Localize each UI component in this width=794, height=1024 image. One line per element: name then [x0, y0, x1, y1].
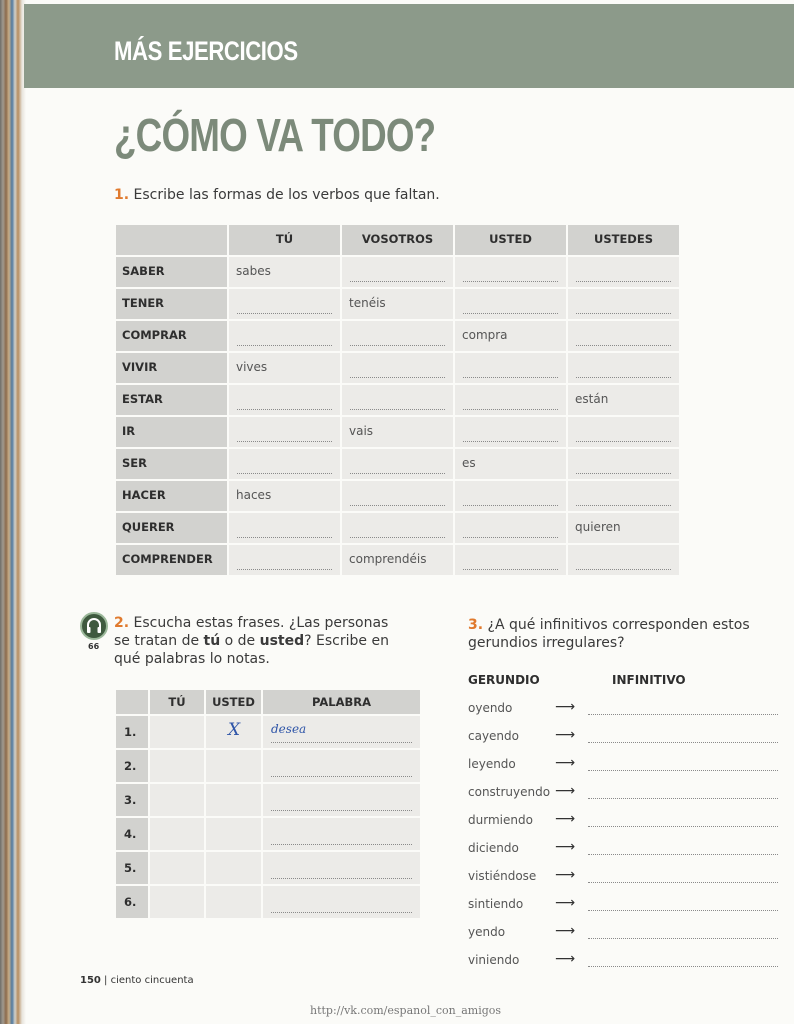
dotted-answer-line	[463, 505, 558, 506]
given-form	[568, 385, 679, 415]
arrow-right-icon: ⟶	[555, 951, 576, 967]
infinitive-answer-line[interactable]	[588, 797, 778, 799]
column-header: USTEDES	[568, 225, 679, 255]
verb-label: COMPRAR	[116, 321, 227, 351]
gerund-text: durmiendo	[468, 813, 533, 827]
tu-checkbox-cell[interactable]	[150, 818, 204, 850]
answer-blank[interactable]	[568, 545, 679, 575]
table-corner-cell	[116, 690, 148, 714]
given-form	[342, 417, 453, 447]
dotted-answer-line	[576, 473, 671, 474]
answer-blank[interactable]	[568, 321, 679, 351]
verb-label: ESTAR	[116, 385, 227, 415]
answer-blank[interactable]	[455, 353, 566, 383]
answer-blank[interactable]	[455, 257, 566, 287]
usted-checkbox-cell[interactable]	[206, 750, 261, 782]
infinitive-answer-line[interactable]	[588, 965, 778, 967]
answer-blank[interactable]	[229, 449, 340, 479]
watermark: http://vk.com/espanol_con_amigos	[310, 1004, 502, 1017]
gerund-text: yendo	[468, 925, 506, 939]
dotted-answer-line	[271, 776, 412, 777]
dotted-answer-line	[576, 505, 671, 506]
usted-checkbox-cell[interactable]	[206, 716, 261, 748]
tu-checkbox-cell[interactable]	[150, 784, 204, 816]
given-form	[455, 321, 566, 351]
dotted-answer-line	[463, 569, 558, 570]
row-number: 1.	[116, 716, 148, 748]
audio-track-number: 66	[88, 642, 100, 651]
exercise2-instruction-part3: ? Escribe en qué palabras lo notas.	[114, 633, 389, 667]
answer-blank[interactable]	[568, 481, 679, 511]
infinitive-answer-line[interactable]	[588, 881, 778, 883]
answer-blank[interactable]	[229, 545, 340, 575]
arrow-right-icon: ⟶	[555, 923, 576, 939]
palabra-answer-cell[interactable]	[263, 818, 420, 850]
given-form	[455, 449, 566, 479]
gerund-text: oyendo	[468, 701, 513, 715]
dotted-answer-line	[463, 377, 558, 378]
dotted-answer-line	[576, 345, 671, 346]
dotted-answer-line	[350, 537, 445, 538]
answer-blank[interactable]	[568, 289, 679, 319]
given-form	[229, 353, 340, 383]
answer-blank[interactable]	[568, 353, 679, 383]
arrow-right-icon: ⟶	[555, 783, 576, 799]
palabra-answer-cell[interactable]	[263, 716, 420, 748]
gerund-text: diciendo	[468, 841, 519, 855]
infinitive-answer-line[interactable]	[588, 713, 778, 715]
exercise2-instruction-usted: usted	[259, 633, 305, 649]
answer-blank[interactable]	[455, 513, 566, 543]
exercise3-instruction	[468, 616, 768, 652]
dotted-answer-line	[350, 473, 445, 474]
exercise2-instruction-part1: Escucha estas frases. ¿Las personas se tratan de	[114, 615, 389, 649]
verb-label: VIVIR	[116, 353, 227, 383]
gerundio-column-label: GERUNDIO	[468, 673, 540, 687]
infinitive-answer-line[interactable]	[588, 909, 778, 911]
dotted-answer-line	[271, 844, 412, 845]
dotted-answer-line	[576, 569, 671, 570]
tu-checkbox-cell[interactable]	[150, 852, 204, 884]
dotted-answer-line	[576, 441, 671, 442]
answer-blank[interactable]	[342, 257, 453, 287]
verb-label: HACER	[116, 481, 227, 511]
tu-checkbox-cell[interactable]	[150, 750, 204, 782]
tu-checkbox-cell[interactable]	[150, 886, 204, 918]
arrow-right-icon: ⟶	[555, 811, 576, 827]
given-form-text: comprendéis	[349, 552, 427, 566]
page-number-words: ciento cincuenta	[110, 975, 194, 986]
dotted-answer-line	[350, 377, 445, 378]
given-form-text: compra	[462, 328, 508, 342]
answer-blank[interactable]	[342, 513, 453, 543]
given-form-text: quieren	[575, 520, 621, 534]
exercise2-instruction	[114, 614, 404, 668]
tu-checkbox-cell[interactable]	[150, 716, 204, 748]
answer-blank[interactable]	[568, 449, 679, 479]
answer-blank[interactable]	[342, 449, 453, 479]
answer-blank[interactable]	[229, 417, 340, 447]
arrow-right-icon: ⟶	[555, 727, 576, 743]
column-header: VOSOTROS	[342, 225, 453, 255]
column-header: USTED	[455, 225, 566, 255]
verb-label: COMPRENDER	[116, 545, 227, 575]
column-header: TÚ	[150, 690, 204, 714]
exercise2-instruction-tu: tú	[203, 633, 221, 649]
infinitive-answer-line[interactable]	[588, 769, 778, 771]
given-form	[229, 481, 340, 511]
page-number: 150	[80, 975, 101, 986]
gerund-text: viniendo	[468, 953, 520, 967]
row-number: 5.	[116, 852, 148, 884]
dotted-answer-line	[271, 912, 412, 913]
usted-checkbox-cell[interactable]	[206, 852, 261, 884]
given-form-text: haces	[236, 488, 272, 502]
infinitive-answer-line[interactable]	[588, 741, 778, 743]
palabra-answer-cell[interactable]	[263, 784, 420, 816]
headphones-icon	[80, 612, 108, 640]
handwritten-answer: desea	[271, 722, 307, 736]
dotted-answer-line	[237, 537, 332, 538]
gerund-text: cayendo	[468, 729, 519, 743]
dotted-answer-line	[463, 409, 558, 410]
dotted-answer-line	[271, 810, 412, 811]
dotted-answer-line	[237, 569, 332, 570]
infinitive-answer-line[interactable]	[588, 937, 778, 939]
table-corner-cell	[116, 225, 227, 255]
page-footer	[80, 975, 194, 986]
dotted-answer-line	[237, 441, 332, 442]
answer-blank[interactable]	[455, 289, 566, 319]
dotted-answer-line	[237, 313, 332, 314]
answer-blank[interactable]	[342, 481, 453, 511]
dotted-answer-line	[237, 345, 332, 346]
dotted-answer-line	[271, 742, 412, 743]
exercise3-number: 3.	[468, 617, 484, 633]
dotted-answer-line	[350, 345, 445, 346]
verb-label: QUERER	[116, 513, 227, 543]
dotted-answer-line	[463, 537, 558, 538]
dotted-answer-line	[350, 281, 445, 282]
dotted-answer-line	[463, 313, 558, 314]
column-header: USTED	[206, 690, 261, 714]
column-header: PALABRA	[263, 690, 420, 714]
dotted-answer-line	[463, 281, 558, 282]
palabra-answer-cell[interactable]	[263, 852, 420, 884]
handwritten-mark: X	[228, 720, 241, 740]
dotted-answer-line	[237, 473, 332, 474]
given-form	[229, 257, 340, 287]
gerund-text: vistiéndose	[468, 869, 537, 883]
answer-blank[interactable]	[342, 321, 453, 351]
infinitive-answer-line[interactable]	[588, 853, 778, 855]
palabra-answer-cell[interactable]	[263, 886, 420, 918]
answer-blank[interactable]	[455, 481, 566, 511]
verb-label: SER	[116, 449, 227, 479]
gerund-text: leyendo	[468, 757, 516, 771]
answer-blank[interactable]	[568, 417, 679, 447]
arrow-right-icon: ⟶	[555, 867, 576, 883]
given-form	[568, 513, 679, 543]
answer-blank[interactable]	[229, 513, 340, 543]
answer-blank[interactable]	[455, 385, 566, 415]
infinitive-answer-line[interactable]	[588, 825, 778, 827]
page-title: ¿CÓMO VA TODO?	[114, 109, 436, 161]
dotted-answer-line	[576, 377, 671, 378]
usted-checkbox-cell[interactable]	[206, 784, 261, 816]
exercise1-instruction-text: Escribe las formas de los verbos que faltan.	[133, 187, 440, 203]
verb-label: SABER	[116, 257, 227, 287]
verb-label: IR	[116, 417, 227, 447]
usted-checkbox-cell[interactable]	[206, 818, 261, 850]
dotted-answer-line	[576, 313, 671, 314]
row-number: 6.	[116, 886, 148, 918]
dotted-answer-line	[271, 878, 412, 879]
given-form-text: sabes	[236, 264, 271, 278]
given-form-text: tenéis	[349, 296, 386, 310]
verb-label: TENER	[116, 289, 227, 319]
row-number: 3.	[116, 784, 148, 816]
arrow-right-icon: ⟶	[555, 895, 576, 911]
gerund-text: construyendo	[468, 785, 551, 799]
answer-blank[interactable]	[229, 289, 340, 319]
row-number: 2.	[116, 750, 148, 782]
exercise1-number: 1.	[114, 187, 130, 203]
answer-blank[interactable]	[229, 385, 340, 415]
exercise2-instruction-part2: o de	[220, 633, 260, 649]
dotted-answer-line	[463, 441, 558, 442]
answer-blank[interactable]	[568, 257, 679, 287]
arrow-right-icon: ⟶	[555, 755, 576, 771]
answer-blank[interactable]	[342, 385, 453, 415]
arrow-right-icon: ⟶	[555, 839, 576, 855]
given-form-text: vives	[236, 360, 268, 374]
section-title: MÁS EJERCICIOS	[114, 36, 298, 66]
given-form-text: es	[462, 456, 476, 470]
column-header: TÚ	[229, 225, 340, 255]
given-form-text: vais	[349, 424, 374, 438]
dotted-answer-line	[350, 505, 445, 506]
dotted-answer-line	[576, 281, 671, 282]
usted-checkbox-cell[interactable]	[206, 886, 261, 918]
palabra-answer-cell[interactable]	[263, 750, 420, 782]
arrow-right-icon: ⟶	[555, 699, 576, 715]
dotted-answer-line	[237, 409, 332, 410]
given-form	[342, 545, 453, 575]
given-form-text: están	[575, 392, 609, 406]
exercise1-instruction	[114, 187, 440, 203]
gerund-text: sintiendo	[468, 897, 524, 911]
answer-blank[interactable]	[229, 321, 340, 351]
given-form	[342, 289, 453, 319]
exercise2-number: 2.	[114, 615, 130, 631]
exercise3-instruction-text: ¿A qué infinitivos corresponden estos gerundios irregulares?	[468, 617, 750, 651]
footer-separator: |	[100, 975, 111, 986]
row-number: 4.	[116, 818, 148, 850]
answer-blank[interactable]	[342, 353, 453, 383]
infinitivo-column-label: INFINITIVO	[612, 673, 686, 687]
book-spine-edge	[0, 0, 26, 1024]
dotted-answer-line	[350, 409, 445, 410]
answer-blank[interactable]	[455, 417, 566, 447]
answer-blank[interactable]	[455, 545, 566, 575]
